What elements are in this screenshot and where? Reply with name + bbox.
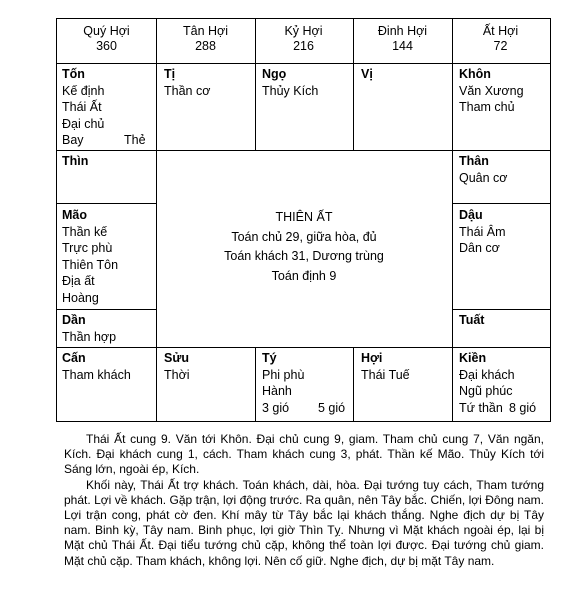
cell-line: Hoàng <box>62 290 99 305</box>
cell-title: Khôn <box>459 67 491 81</box>
cell-title: Tốn <box>62 67 85 81</box>
cell-title: Dậu <box>459 208 483 222</box>
cell-title: Hợi <box>361 351 383 365</box>
center-line: Toán định 9 <box>271 268 337 283</box>
cell-line-bay <box>62 132 152 149</box>
cell-line: Thần cơ <box>164 83 211 98</box>
cell-dan <box>62 312 116 345</box>
header-number: 360 <box>96 39 117 53</box>
header-number: 216 <box>293 39 314 53</box>
header-at-hoi <box>451 24 550 54</box>
header-name: Kỷ Hợi <box>284 24 323 38</box>
cell-bay: Bay <box>62 133 84 147</box>
cell-title: Thân <box>459 154 489 168</box>
grid-line <box>452 203 551 204</box>
cell-line: Dân cơ <box>459 241 500 255</box>
header-tan-hoi <box>156 24 255 54</box>
grid-line <box>56 150 551 151</box>
cell-line: Đại chủ <box>62 116 105 131</box>
cell-line-gio <box>262 400 345 417</box>
header-quy-hoi <box>57 24 156 54</box>
cell-title: Tý <box>262 351 277 365</box>
cell-line: Kế định <box>62 83 105 98</box>
grid-line <box>56 18 57 422</box>
center-line: Toán khách 31, Dương trùng <box>224 249 384 263</box>
cell-line: Thời <box>164 367 190 382</box>
cell-title: Thìn <box>62 154 89 168</box>
cell-line: Trực phù <box>62 241 113 255</box>
cell-line: Tham khách <box>62 367 131 382</box>
cell-line: Thần hợp <box>62 329 117 344</box>
cell-khon <box>459 66 524 116</box>
grid-line <box>56 63 551 64</box>
center-line: Toán chủ 29, giữa hòa, đủ <box>231 229 377 244</box>
header-number: 72 <box>493 39 508 53</box>
cell-line: Đại khách <box>459 367 515 382</box>
cell-tuat <box>459 312 484 329</box>
grid-line <box>353 347 354 422</box>
cell-line: Thủy Kích <box>262 83 319 98</box>
grid-line <box>452 309 551 310</box>
cell-gio-8: 8 gió <box>509 400 537 415</box>
cell-line: Thần kế <box>62 224 108 239</box>
header-name: Đinh Hợi <box>377 24 428 38</box>
center-title: THIÊN ẤT <box>275 210 333 224</box>
grid-line <box>56 421 551 422</box>
cell-line: Thiên Tôn <box>62 257 119 272</box>
cell-kien <box>459 350 536 416</box>
grid-line <box>56 347 551 348</box>
cell-line: Quân cơ <box>459 170 508 185</box>
cell-vi <box>361 66 373 83</box>
grid-line <box>255 347 256 422</box>
cell-title: Sửu <box>164 351 190 365</box>
header-ky-hoi <box>254 24 353 54</box>
cell-line: Thái Ất <box>62 100 102 114</box>
cell-line: Tham chủ <box>459 100 515 114</box>
cell-title: Mão <box>62 208 87 222</box>
header-number: 144 <box>392 39 413 53</box>
center-thien-at <box>156 208 452 286</box>
cell-thin <box>62 153 88 170</box>
cell-than <box>459 153 508 186</box>
cell-dau <box>459 207 506 257</box>
grid-line <box>550 18 551 422</box>
cell-tu-than: Tứ thần <box>459 400 503 415</box>
thai-at-chart-grid <box>56 18 551 422</box>
cell-title: Kiền <box>459 351 487 365</box>
cell-gio-3: 3 gió <box>262 400 290 415</box>
cell-line: Phi phù <box>262 367 305 382</box>
cell-hoi <box>361 350 410 383</box>
cell-ton <box>62 66 152 149</box>
cell-title: Dần <box>62 313 86 327</box>
cell-title: Cấn <box>62 351 86 365</box>
paragraph: Khối này, Thái Ất trợ khách. Toán khách, dài, hòa. Đại tướng tuy cách, Tham tướng phát. Lợi về khách. Gặp trận, lợi động trước. Ra quân, nên Tây bắc. Chiến, lợi Đông nam. Lợi trận cong, phát cờ đen. Khí mây từ Tây bắc lại khách thắng. Nghe địch dự bị Tây nam. Binh kỳ, Tây nam. Binh phục, lợi giờ Thìn Tỵ. Nhưng vì Mặt khách ngoài ép, lại bị Mặt chủ Thái Ất. Đại tiểu tướng chủ cặp, không thể toàn lợi được. Đại tướng chủ giam. Mặt chủ cặp. Tham khách, không lợi. Nên cố giữ. Nghe địch, dự bị mặt Tây nam. <box>64 477 544 568</box>
cell-title: Ngọ <box>262 67 287 81</box>
grid-line <box>56 18 551 19</box>
grid-line <box>156 150 157 422</box>
cell-title: Vị <box>361 67 373 81</box>
paragraph: Thái Ất cung 9. Văn tới Khôn. Đại chủ cung 9, giam. Tham chủ cung 7, Văn ngăn, Kích. Đại khách cung 1, cách. Tham khách cung 3, phát. Thần kế Mão. Thủy Kích tới Sáng lớn, ngoài ép, Kích. <box>64 432 544 477</box>
cell-line: Thái Âm <box>459 224 506 239</box>
cell-suu <box>164 350 190 383</box>
cell-line: Ngũ phúc <box>459 384 513 398</box>
header-name: Tân Hợi <box>182 24 228 38</box>
cell-the: Thẻ <box>124 133 146 147</box>
cell-line: Thái Tuế <box>361 367 410 382</box>
cell-mao <box>62 207 118 306</box>
grid-line <box>56 309 156 310</box>
cell-title: Tị <box>164 67 176 81</box>
commentary-text <box>64 432 544 569</box>
header-name: Quý Hợi <box>83 24 130 38</box>
header-dinh-hoi <box>353 24 452 54</box>
cell-ty <box>262 350 345 416</box>
cell-line: Văn Xương <box>459 83 524 98</box>
cell-ti <box>164 66 210 99</box>
header-number: 288 <box>195 39 216 53</box>
cell-ngo <box>262 66 318 99</box>
grid-line <box>452 18 453 422</box>
cell-can <box>62 350 131 383</box>
header-name: Ất Hợi <box>482 24 519 38</box>
cell-line: Địa ất <box>62 274 95 288</box>
cell-line: Hành <box>262 384 292 398</box>
cell-title: Tuất <box>459 313 485 327</box>
cell-gio-5: 5 gió <box>318 400 346 415</box>
grid-line <box>56 203 156 204</box>
cell-line-tuthan <box>459 400 536 417</box>
